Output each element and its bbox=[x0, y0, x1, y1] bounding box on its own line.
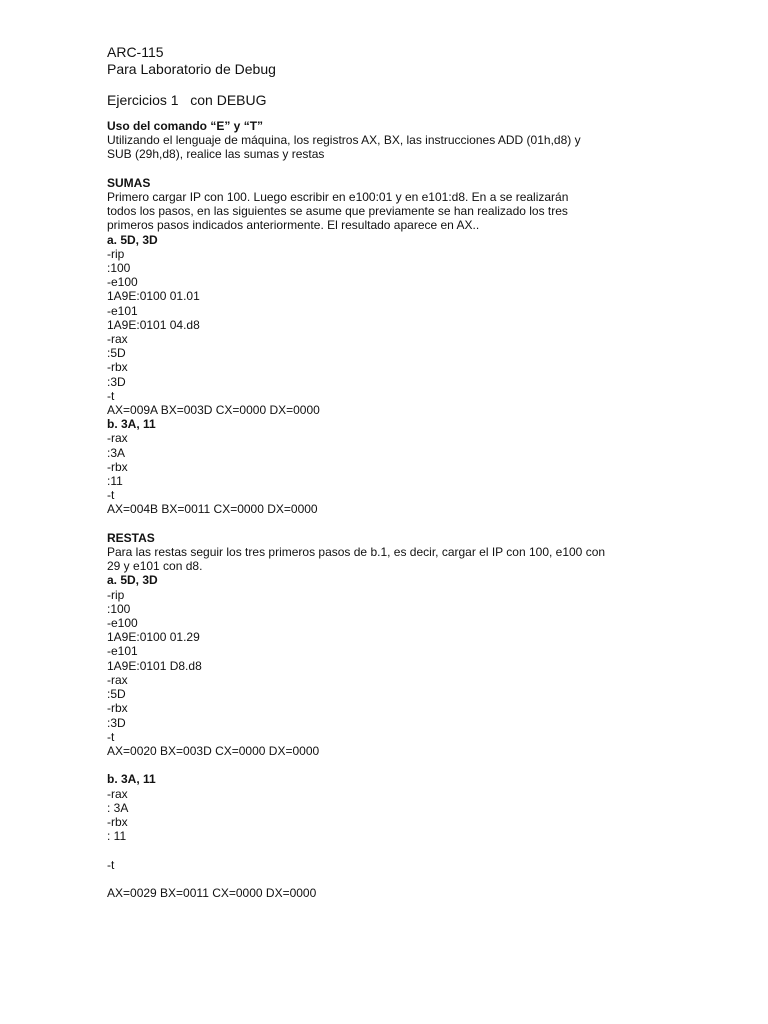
code-line: : 3A bbox=[107, 800, 129, 815]
code-line: -t bbox=[107, 857, 115, 872]
intro-heading: Uso del comando “E” y “T” bbox=[107, 119, 264, 133]
code-line: -t bbox=[107, 729, 115, 744]
exercise-title: Ejercicios 1 con DEBUG bbox=[107, 92, 267, 108]
restas-a-heading: a. 5D, 3D bbox=[107, 573, 158, 588]
code-line: :11 bbox=[107, 474, 123, 489]
code-line: -rax bbox=[107, 431, 128, 446]
document-page bbox=[107, 44, 747, 900]
code-line: :5D bbox=[107, 687, 126, 702]
code-line: -t bbox=[107, 388, 115, 403]
code-line: :3A bbox=[107, 445, 126, 460]
sumas-a-heading: a. 5D, 3D bbox=[107, 232, 158, 247]
code-line: -rax bbox=[107, 672, 128, 687]
code-line: -rbx bbox=[107, 459, 128, 474]
code-line: -rax bbox=[107, 332, 128, 347]
sumas-b-lines bbox=[107, 431, 747, 516]
code-line: -e100 bbox=[107, 616, 138, 631]
sumas-b-heading: b. 3A, 11 bbox=[107, 417, 156, 432]
register-result: AX=0029 BX=0011 CX=0000 DX=0000 bbox=[107, 885, 317, 900]
intro-text: Utilizando el lenguaje de máquina, los registros AX, BX, las instrucciones ADD (01h,d8) y SUB (29h,d8), realice las sumas y restas bbox=[107, 133, 581, 162]
code-line: 1A9E:0101 04.d8 bbox=[107, 317, 200, 332]
code-line: -t bbox=[107, 488, 115, 503]
code-line: -e101 bbox=[107, 303, 138, 318]
code-line: 1A9E:0100 01.01 bbox=[107, 289, 200, 304]
restas-text: Para las restas seguir los tres primeros pasos de b.1, es decir, cargar el IP con 100, e100 con 29 y e101 con d8. bbox=[107, 545, 606, 574]
restas-b-heading: b. 3A, 11 bbox=[107, 772, 156, 787]
code-line: :5D bbox=[107, 346, 126, 361]
code-line: -rbx bbox=[107, 701, 128, 716]
register-result: AX=009A BX=003D CX=0000 DX=0000 bbox=[107, 403, 320, 418]
register-result: AX=0020 BX=003D CX=0000 DX=0000 bbox=[107, 743, 320, 758]
code-line: :100 bbox=[107, 601, 131, 616]
restas-b-lines bbox=[107, 787, 747, 901]
code-line: :3D bbox=[107, 715, 126, 730]
code-line: -e100 bbox=[107, 275, 138, 290]
course-code: ARC-115 bbox=[107, 44, 164, 60]
code-line: -rax bbox=[107, 786, 128, 801]
code-line: -e101 bbox=[107, 644, 138, 659]
sumas-text: Primero cargar IP con 100. Luego escribir en e100:01 y en e101:d8. En a se realizarán todos los pasos, en las siguientes se asume que previamente se han realizado los tres primeros pasos indicados anteriormente. El resultado aparece en AX.. bbox=[107, 190, 569, 233]
code-line: 1A9E:0100 01.29 bbox=[107, 630, 200, 645]
register-result: AX=004B BX=0011 CX=0000 DX=0000 bbox=[107, 502, 318, 517]
code-line: -rip bbox=[107, 587, 125, 602]
code-line: :3D bbox=[107, 374, 126, 389]
code-line: -rbx bbox=[107, 360, 128, 375]
code-line: : 11 bbox=[107, 829, 127, 844]
sumas-a-lines bbox=[107, 247, 747, 417]
code-line: 1A9E:0101 D8.d8 bbox=[107, 658, 202, 673]
restas-a-lines bbox=[107, 588, 747, 758]
code-line: :100 bbox=[107, 261, 131, 276]
code-line: -rip bbox=[107, 246, 125, 261]
restas-heading: RESTAS bbox=[107, 530, 155, 545]
code-line: -rbx bbox=[107, 814, 128, 829]
document-subtitle: Para Laboratorio de Debug bbox=[107, 61, 276, 77]
sumas-heading: SUMAS bbox=[107, 175, 151, 190]
